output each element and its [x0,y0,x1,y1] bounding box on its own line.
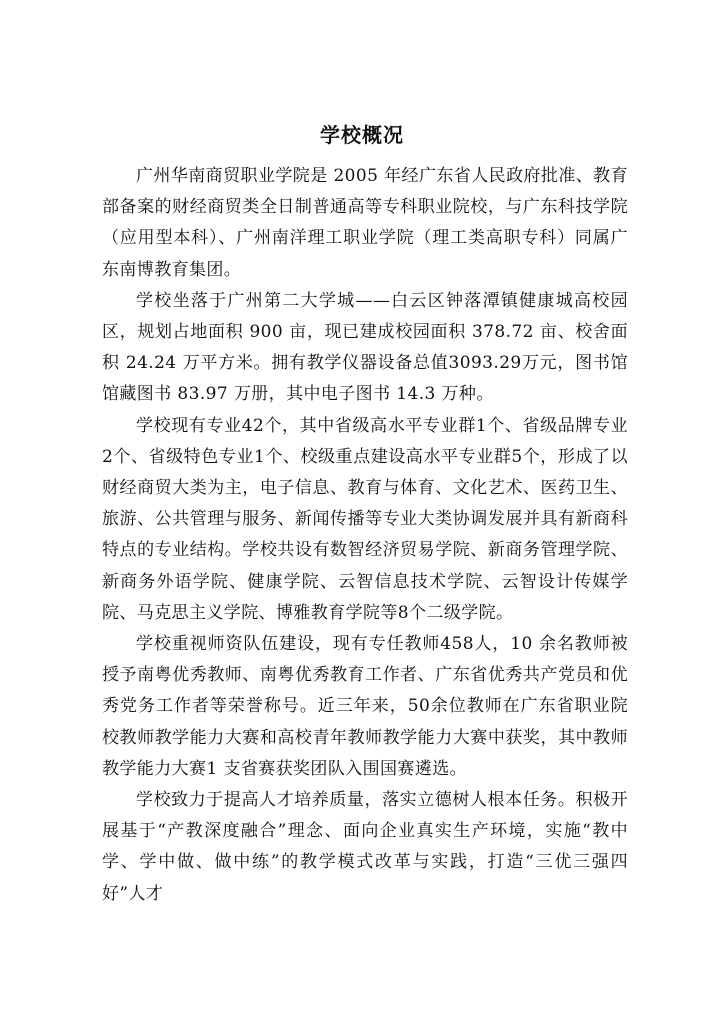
paragraph-faculty: 学校重视师资队伍建设，现有专任教师458人，10 余名教师被授予南粤优秀教师、南粤优秀教育工作者、广东省优秀共产党员和优秀党务工作者等荣誉称号。近三年来，50余位教师在广东省职业院校教师教学能力大赛和高校青年教师教学能力大赛中获奖，其中教师教学能力大赛1 支省赛获奖团队入围国赛遴选。 [102,634,628,779]
page-title: 学校概况 [320,123,404,147]
document-body [102,161,628,910]
paragraph-training: 学校致力于提高人才培养质量，落实立德树人根本任务。积极开展基于“产教深度融合”理念、面向企业真实生产环境，实施“教中学、学中做、做中练”的教学模式改革与实践，打造“三优三强四好”人才 [102,790,628,904]
paragraph-campus: 学校坐落于广州第二大学城——白云区钟落潭镇健康城高校园区，规划占地面积 900 亩，现已建成校园面积 378.72 亩、校舍面积 24.24 万平方米。拥有教学仪器设备总值3093.29万元，图书馆馆藏图书 83.97 万册，其中电子图书 14.3 万种。 [102,290,628,405]
paragraph-intro: 广州华南商贸职业学院是 2005 年经广东省人民政府批准、教育部备案的财经商贸类全日制普通高等专科职业院校，与广东科技学院（应用型本科）、广州南洋理工职业学院（理工类高职专科）同属广东南博教育集团。 [102,166,628,280]
paragraph-majors: 学校现有专业42个，其中省级高水平专业群1个、省级品牌专业2个、省级特色专业1个、校级重点建设高水平专业群5个，形成了以财经商贸大类为主，电子信息、教育与体育、文化艺术、医药卫生、旅游、公共管理与服务、新闻传播等专业大类协调发展并具有新商科特点的专业结构。学校共设有数智经济贸易学院、新商务管理学院、新商务外语学院、健康学院、云智信息技术学院、云智设计传媒学院、马克思主义学院、博雅教育学院等8个二级学院。 [102,415,628,623]
